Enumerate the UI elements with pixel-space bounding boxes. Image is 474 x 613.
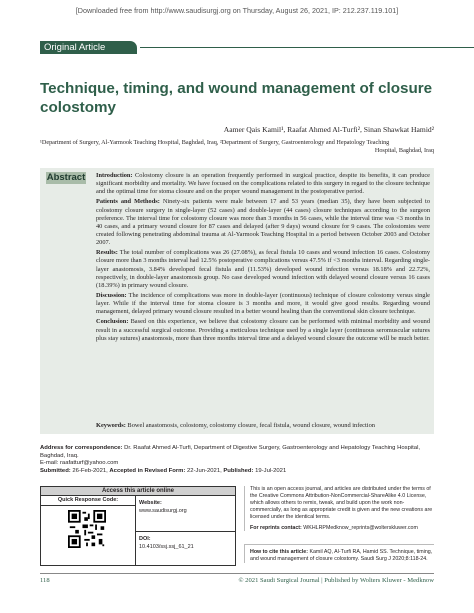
reprints-info [250,525,434,532]
introduction-label: Introduction: [96,172,133,179]
results-text: The total number of complications was 26 (27.08%), as fecal fistula 10 cases and wound infection 16 cases. Colostomy closure more than 3 months interval had 12.5% postoperative complications versus 47.5% if <3 months interval. Regarding single-layer anastomosis, 3.84% developed fecal fistula and (11.53%) developed wound infection versus 18.18% and 22.72%, respectively, in double-layer anastomosis group. No case developed wound infection with delayed wound closure versus 16 cases (18.39%) in primary wound closure. [96,249,430,290]
license-text: This is an open access journal, and articles are distributed under the terms of the Creative Commons Attribution-NonCommercial-ShareAlike 4.0 License, which allows others to remix, tweak, and build upon the work non-commercially, as long as appropriate credit is given and the new creations are licensed under the identical terms. [250,486,433,520]
correspondence-text: Dr. Raafat Ahmed Al-Turfi, Department of Digestive Surgery, Gastroenterology and Hepatology Teaching Hospital, Baghdad, Iraq. [40,445,421,459]
access-info-column [136,496,235,565]
download-banner: [Downloaded free from http://www.saudisurgj.org on Thursday, August 26, 2021, IP: 212.237.119.101] [75,6,399,15]
submitted-label: Submitted: [40,467,71,474]
abstract-body [96,172,430,345]
reprints-label: For reprints contact: [250,524,302,531]
results-label: Results: [96,249,118,257]
methods-label: Patients and Methods: [96,198,160,206]
abstract-conclusion [96,318,430,343]
discussion-text: The incidence of complications was more in double-layer (continuous) technique of closure colostomy versus single layer. While if the interval time for stoma closure is 3 months and more, it would give good results. Regarding wound management, delayed primary wound closure resulted in a better wound healing than the conventional skin closure technique. [96,292,430,316]
doi-label: DOI: [139,536,151,542]
abstract-box [40,168,434,434]
author-list: Aamer Qais Kamil¹, Raafat Ahmed Al-Turfi², Sinan Shawkat Hamid² [223,125,434,134]
cite-label: How to cite this article: [250,549,308,555]
revised-date: 22-Jun-2021 [185,467,221,474]
abstract-results [96,249,430,290]
article-type-badge: Original Article [40,41,137,54]
affiliation-line-2: Hospital, Baghdad, Iraq [374,147,434,155]
keywords [96,422,430,429]
introduction-text: Colostomy closure is an operation frequently performed in surgical practice, despite its benefits, it can produce significant morbidity and mortality. We have focused on the complications related to this surgery in regard to the closure technique and the optimal time for stoma closure and on the proper wound management in the postoperative period. [96,172,430,196]
footer-rule [40,573,434,574]
published-label: Published: [223,467,254,474]
keywords-text: Bowel anastomosis, colostomy, colostomy closure, fecal fistula, wound closure, wound infection [125,422,375,429]
affiliation-line-1: ¹Department of Surgery, Al-Yarmook Teaching Hospital, Baghdad, Iraq, ²Department of Surgery, Gastroenterology and Hepatology Teaching [40,139,390,146]
access-online-box [40,486,236,566]
conclusion-label: Conclusion: [96,318,129,326]
license-note [244,486,434,531]
correspondence-address [40,445,434,460]
website-cell [136,496,235,531]
citation-box [244,544,434,563]
conclusion-text: Based on this experience, we believe that colostomy closure can be performed with minimal morbidity and wound result in a successful surgical outcome. Providing a meticulous technique used by a single layer (continuous seromuscular sutures plus stay sutures) anastomosis, more than three months interval time and a delayed wound closure the outcome will be much better. [96,318,430,342]
published-date: 19-Jul-2021 [253,467,287,474]
access-body [41,496,235,565]
article-title: Technique, timing, and wound management of closure colostomy [40,80,433,116]
abstract-introduction [96,172,430,197]
discussion-label: Discussion: [96,292,127,300]
qr-code-icon[interactable] [68,510,106,548]
abstract-methods [96,198,430,247]
website-link[interactable]: www.saudisurgj.org [139,508,187,514]
access-header: Access this article online [41,487,235,496]
reprints-email[interactable]: WKHLRPMedknow_reprints@wolterskluwer.com [301,524,418,531]
page-number: 118 [40,577,50,584]
doi-cell [136,531,235,566]
methods-text: Ninety-six patients were male between 17 and 53 years (median 35), they have been subjected to colostomy closure surgery in single-layer (52 cases) and double-layer (44 cases) closure techniques according to the surgeon preference. The interval time for colostomy closure was more than 3 months in 56 cases, while the interval time was <3 months in 40 cases, and a primary wound closure for 87 cases and delayed (after 9 days) wound closure for 9 cases. The colostomies were created following penetrating abdominal trauma at Al-Yarmook Teaching Hospital in a period between October 2003 and October 2007. [96,198,430,247]
keywords-label: Keywords: [96,422,126,429]
qr-label: Quick Response Code: [41,496,135,506]
article-type-bar [0,41,474,54]
correspondence-block [40,445,434,475]
website-label: Website: [139,500,162,506]
correspondence-label: Address for correspondence: [40,445,123,451]
header-rule [140,47,474,48]
doi-link[interactable]: 10.4103/ssj.ssj_61_21 [139,544,194,550]
abstract-label: Abstract [46,172,86,183]
abstract-discussion [96,292,430,317]
correspondence-email[interactable]: E-mail: raafatturf@yahoo.com [40,460,119,467]
article-dates: Submitted: 26-Feb-2021, Accepted in Revised Form: 22-Jun-2021, Published: 19-Jul-2021 [40,467,287,474]
submitted-date: 26-Feb-2021 [70,467,107,474]
footer-publisher: © 2021 Saudi Surgical Journal | Published by Wolters Kluwer - Medknow [238,577,434,584]
qr-column [41,496,136,565]
cite-text: Kamil AQ, Al-Turfi RA, Hamid SS. Technique, timing, and wound management of closure colostomy. Saudi Surg J 2020;8:118-24. [250,549,433,562]
affiliations [40,139,434,156]
revised-label: Accepted in Revised Form: [109,467,186,474]
